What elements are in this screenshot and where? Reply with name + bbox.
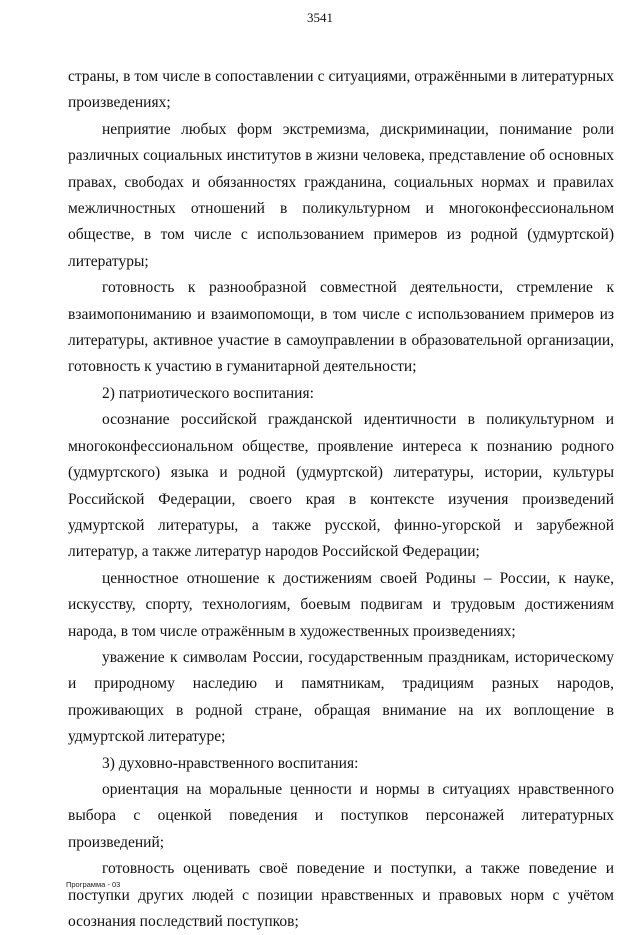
page-number: 3541 — [307, 10, 333, 25]
section-heading: 2) патриотического воспитания: — [102, 384, 314, 402]
paragraph: осознание российской гражданской идентичности в поликультурном и многоконфессиональном обществе, проявление интереса к познанию родного (удмуртского) языка и родной (удмуртской) литературы, истории, культуры Российской Федерации, своего края в контексте изучения произведений удмуртской литературы, а также русской, финно-угорской и зарубежной литератур, а также литератур народов Российской Федерации; — [68, 411, 614, 561]
paragraph: готовность оценивать своё поведение и поступки, а также поведение и поступки других людей с позиции нравственных и правовых норм с учётом осознания последствий поступков; — [68, 860, 614, 930]
paragraph: неприятие любых форм экстремизма, дискриминации, понимание роли различных социальных институтов в жизни человека, представление об основных правах, свободах и обязанностях гражданина, социальных нормах и правилах межличностных отношений в поликультурном и многоконфессиональном обществе, в том числе с использованием примеров из родной (удмуртской) литературы; — [68, 120, 614, 270]
paragraph: готовность к разнообразной совместной деятельности, стремление к взаимопониманию и взаимопомощи, в том числе с использованием примеров из литературы, активное участие в самоуправлении в образовательной организации, готовность к участию в гуманитарной деятельности; — [68, 279, 614, 376]
footer-label: Программа - 03 — [66, 880, 121, 889]
paragraph: ценностное отношение к достижениям своей Родины – России, к науке, искусству, спорту, технологиям, боевым подвигам и трудовым достижениям народа, в том числе отражённым в художественных произведениях; — [68, 569, 614, 640]
paragraph: уважение к символам России, государственным праздникам, историческому и природному наследию и памятникам, традициям разных народов, проживающих в родной стране, обращая внимание на их воплощение в удмуртской литературе; — [68, 648, 614, 746]
paragraph: ориентация на моральные ценности и нормы в ситуациях нравственного выбора с оценкой поведения и поступков персонажей литературных произведений; — [68, 780, 614, 851]
section-heading: 3) духовно-нравственного воспитания: — [102, 754, 359, 772]
paragraph-continuation: страны, в том числе в сопоставлении с ситуациями, отражёнными в литературных произведениях; — [68, 68, 614, 112]
document-body — [68, 64, 614, 935]
